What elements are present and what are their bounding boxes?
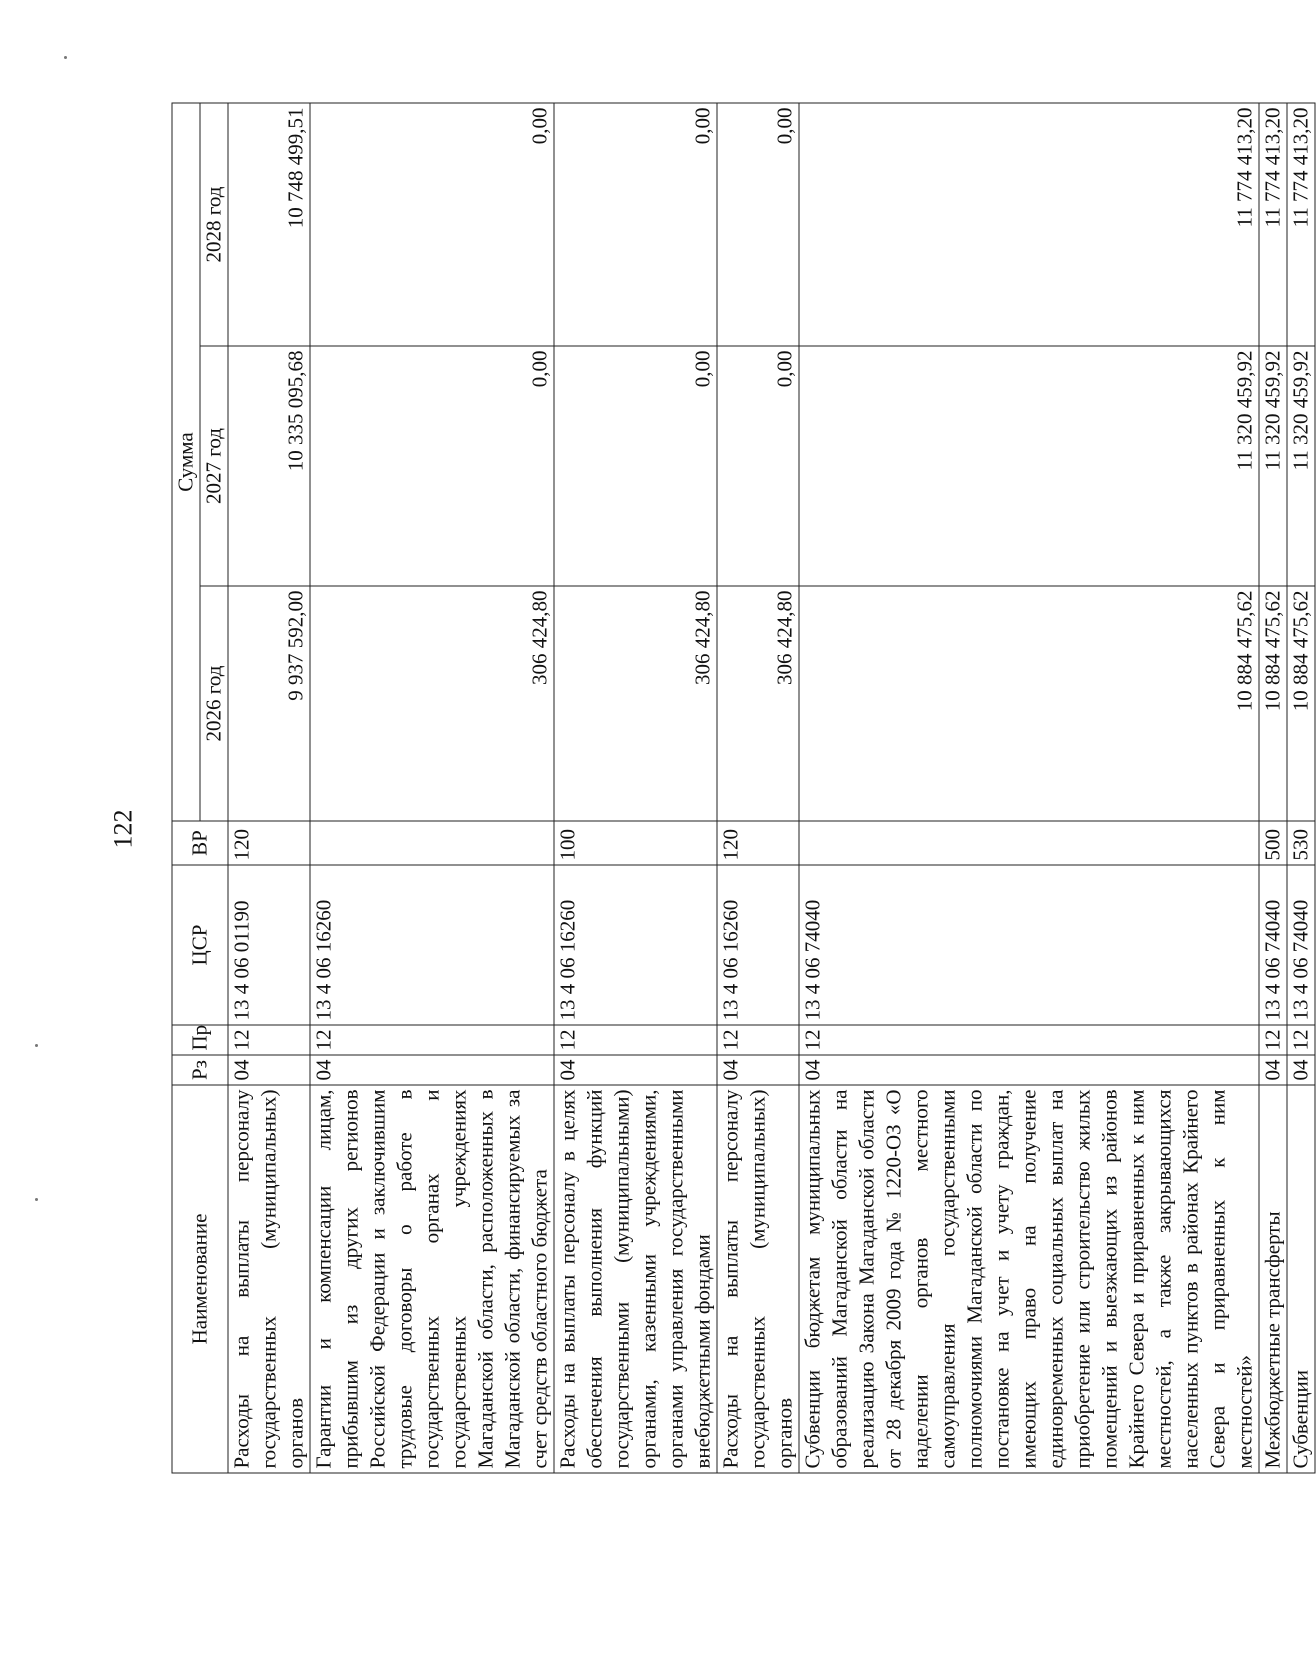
row-2026: 306 424,80	[554, 586, 717, 821]
row-2026: 10 884 475,62	[1259, 586, 1287, 821]
scan-speck	[35, 1198, 38, 1201]
table-row	[717, 103, 799, 1473]
row-name: Расходы на выплаты персоналу в целях обеспечения выполнения функций государственными (муниципальными) органами, казенными учреждениями, органами управления государственными внебюджетными фондами	[554, 1085, 717, 1473]
row-name: Межбюджетные трансферты	[1259, 1085, 1287, 1473]
row-rz: 04	[1287, 1055, 1315, 1085]
row-2027: 0,00	[717, 346, 799, 586]
row-name: Гарантии и компенсации лицам, прибывшим из других регионов Российской Федерации и заключившим трудовые договоры о работе в государственных органах и государственных учреждениях Магаданской области, расположенных в Магаданской области, финансируемых за счет средств областного бюджета	[310, 1085, 554, 1473]
header-2027: 2027 год	[200, 346, 228, 586]
row-2027: 0,00	[554, 346, 717, 586]
row-vr: 120	[717, 821, 799, 865]
row-rz: 04	[310, 1055, 554, 1085]
header-csr: ЦСР	[172, 865, 228, 1025]
row-pr: 12	[1259, 1025, 1287, 1055]
row-2026: 306 424,80	[310, 586, 554, 821]
table-row	[1287, 103, 1315, 1473]
table-row	[1259, 103, 1287, 1473]
row-rz: 04	[554, 1055, 717, 1085]
page-number: 122	[108, 809, 138, 849]
row-rz: 04	[1259, 1055, 1287, 1085]
row-csr: 13 4 06 74040	[1259, 865, 1287, 1025]
table-row	[554, 103, 717, 1473]
row-2028: 0,00	[554, 103, 717, 346]
table-row	[799, 103, 1259, 1473]
row-name: Субвенции	[1287, 1085, 1315, 1473]
row-name: Субвенции бюджетам муниципальных образований Магаданской области на реализацию Закона Магаданской области от 28 декабря 2009 года № 1220-ОЗ «О наделении органов местного самоуправления государственными полномочиями Магаданской области по постановке на учет и учету граждан, имеющих право на получение единовременных социальных выплат на приобретение или строительство жилых помещений и выезжающих из районов Крайнего Севера и приравненных к ним местностей, а также закрывающихся населенных пунктов в районах Крайнего Севера и приравненных к ним местностей»	[799, 1085, 1259, 1473]
row-2026: 306 424,80	[717, 586, 799, 821]
row-vr	[310, 821, 554, 865]
row-csr: 13 4 06 16260	[554, 865, 717, 1025]
row-2027: 11 320 459,92	[1259, 346, 1287, 586]
row-pr: 12	[799, 1025, 1259, 1055]
header-2028: 2028 год	[200, 103, 228, 346]
row-vr: 100	[554, 821, 717, 865]
row-rz: 04	[799, 1055, 1259, 1085]
row-vr: 500	[1259, 821, 1287, 865]
row-vr: 530	[1287, 821, 1315, 865]
header-vr: ВР	[172, 821, 228, 865]
row-2028: 10 748 499,51	[228, 103, 310, 346]
table-row	[228, 103, 310, 1473]
row-name: Расходы на выплаты персоналу государственных (муниципальных) органов	[717, 1085, 799, 1473]
table-row	[310, 103, 554, 1473]
row-2027: 0,00	[310, 346, 554, 586]
row-csr: 13 4 06 16260	[310, 865, 554, 1025]
header-row	[172, 103, 200, 1473]
row-pr: 12	[228, 1025, 310, 1055]
row-2026: 10 884 475,62	[799, 586, 1259, 821]
row-vr: 120	[228, 821, 310, 865]
header-2026: 2026 год	[200, 586, 228, 821]
header-rz: Рз	[172, 1055, 228, 1085]
row-2026: 10 884 475,62	[1287, 586, 1315, 821]
header-sum: Сумма	[172, 103, 200, 821]
row-2026: 9 937 592,00	[228, 586, 310, 821]
row-csr: 13 4 06 74040	[799, 865, 1259, 1025]
row-csr: 13 4 06 16260	[717, 865, 799, 1025]
row-2028: 11 774 413,20	[799, 103, 1259, 346]
row-pr: 12	[717, 1025, 799, 1055]
scan-speck	[35, 1044, 38, 1047]
row-2027: 10 335 095,68	[228, 346, 310, 586]
row-name: Расходы на выплаты персоналу государственных (муниципальных) органов	[228, 1085, 310, 1473]
rotated-table-frame	[172, 104, 1313, 1474]
row-pr: 12	[1287, 1025, 1315, 1055]
row-2027: 11 320 459,92	[1287, 346, 1315, 586]
budget-table	[172, 102, 1316, 1473]
row-csr: 13 4 06 01190	[228, 865, 310, 1025]
row-2028: 11 774 413,20	[1259, 103, 1287, 346]
row-2028: 0,00	[717, 103, 799, 346]
header-pr: Пр	[172, 1025, 228, 1055]
header-name: Наименование	[172, 1085, 228, 1473]
scan-speck	[64, 56, 67, 59]
row-pr: 12	[554, 1025, 717, 1055]
row-vr	[799, 821, 1259, 865]
row-2028: 11 774 413,20	[1287, 103, 1315, 346]
row-rz: 04	[228, 1055, 310, 1085]
row-2028: 0,00	[310, 103, 554, 346]
row-2027: 11 320 459,92	[799, 346, 1259, 586]
row-rz: 04	[717, 1055, 799, 1085]
row-csr: 13 4 06 74040	[1287, 865, 1315, 1025]
row-pr: 12	[310, 1025, 554, 1055]
